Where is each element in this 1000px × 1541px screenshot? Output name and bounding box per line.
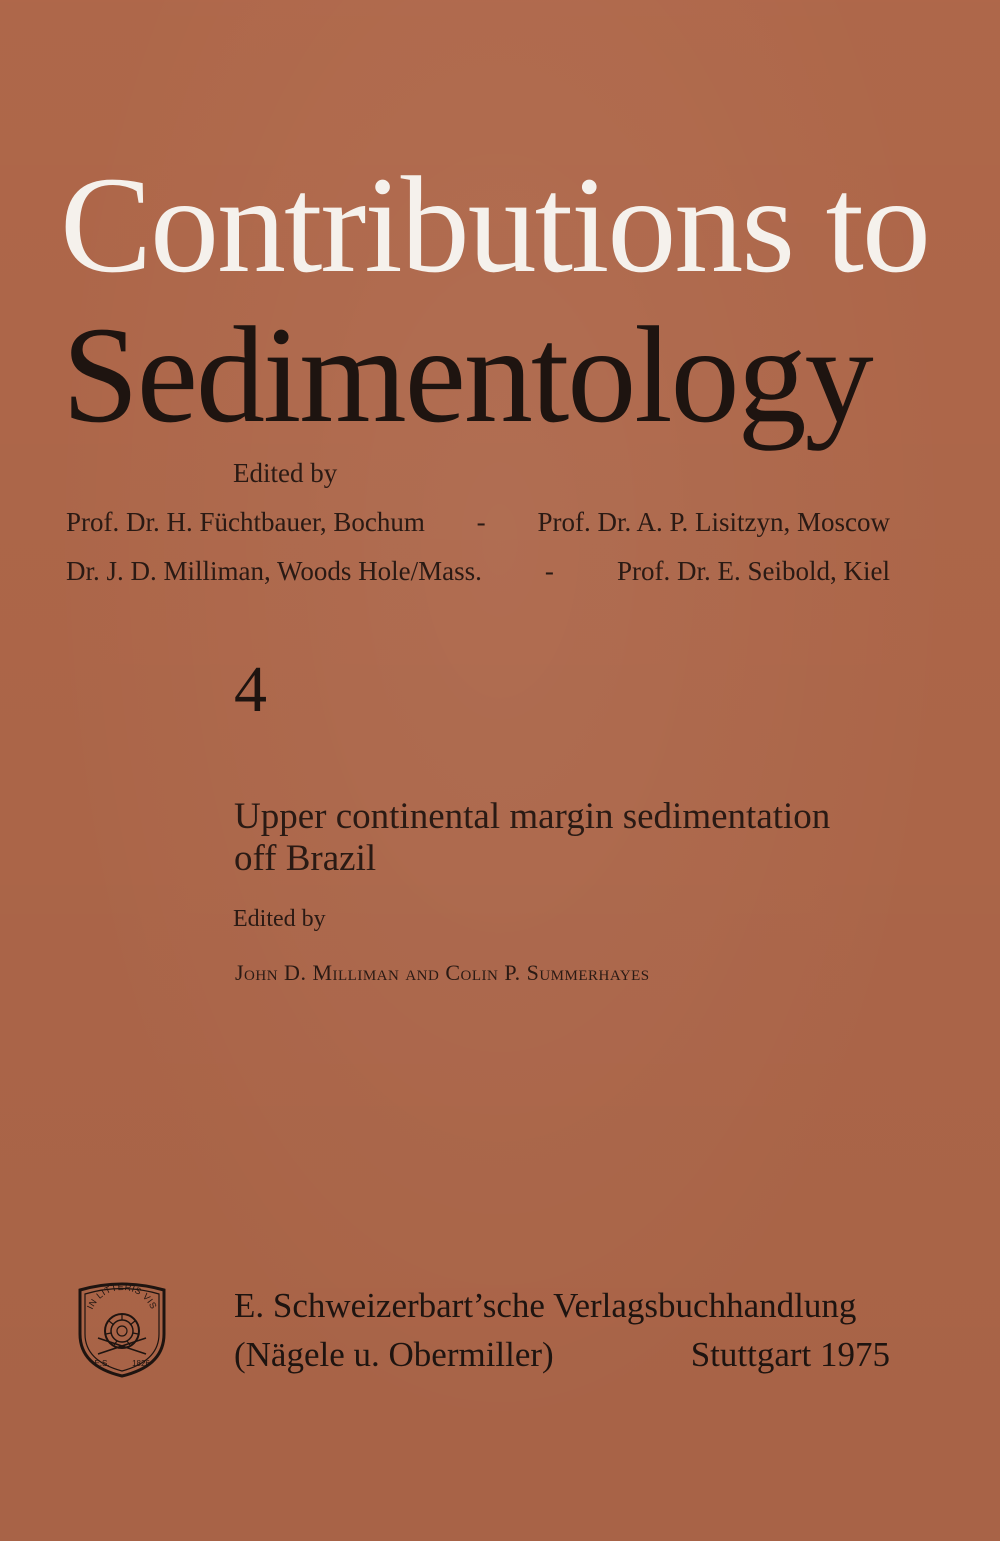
series-title-line-2: Sedimentology [62,298,872,451]
publisher-name: E. Schweizerbart’sche Verlagsbuchhandlung [234,1286,857,1325]
series-edited-by-label: Edited by [233,458,338,488]
seal-year: 1826 [132,1359,150,1368]
series-editors-row-2 [66,556,890,587]
ammonite-seal-icon [72,1276,172,1380]
publisher-owners: (Nägele u. Obermiller) [234,1335,554,1374]
volume-number: 4 [234,653,267,726]
series-editor-fuchtbauer: Prof. Dr. H. Füchtbauer, Bochum [66,507,425,537]
volume-edited-by-label: Edited by [233,906,326,932]
series-editor-seibold: Prof. Dr. E. Seibold, Kiel [617,556,890,586]
series-editor-lisitzyn: Prof. Dr. A. P. Lisitzyn, Moscow [537,507,890,537]
volume-editors: John D. Milliman and Colin P. Summerhayes [235,960,650,985]
series-editors-row-1 [66,507,890,538]
seal-motto: IN LITTERIS VIS [85,1281,159,1311]
volume-title-line-2: off Brazil [234,838,377,879]
series-title-line-1: Contributions to [60,148,929,301]
editor-separator: - [544,556,554,586]
publisher-line-2 [234,1331,890,1379]
publication-place-year: Stuttgart 1975 [690,1335,890,1374]
series-editor-milliman: Dr. J. D. Milliman, Woods Hole/Mass. [66,556,482,586]
editor-separator: - [476,507,486,537]
volume-title-line-1: Upper continental margin sedimentation [234,796,831,837]
seal-initials: E.S. [94,1359,110,1368]
